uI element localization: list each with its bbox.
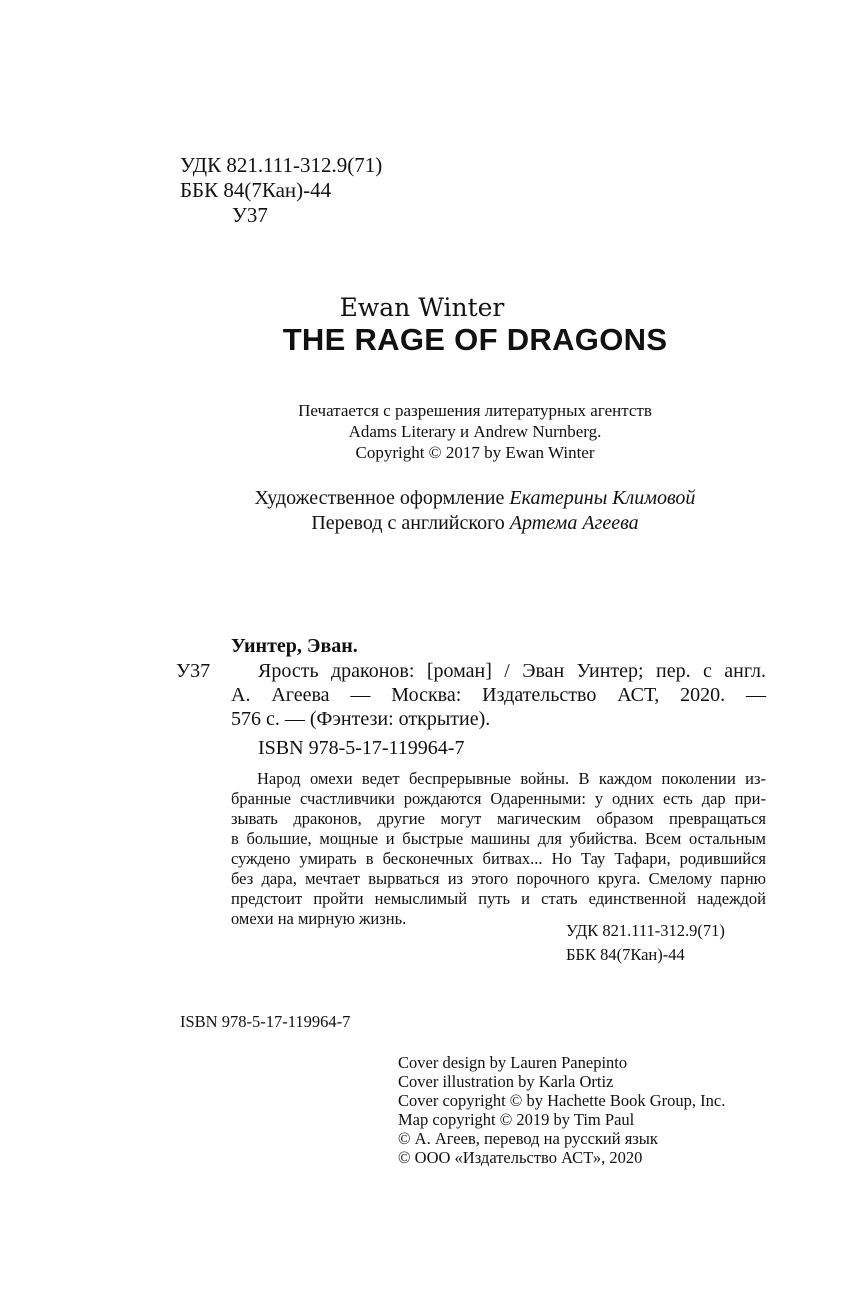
credit-design-name: Екатерины Климовой: [509, 487, 696, 509]
bibliography-line-1: Ярость драконов: [роман] / Эван Уинтер; пер. с англ.: [258, 660, 766, 682]
bibliography-isbn: ISBN 978-5-17-119964-7: [258, 737, 465, 759]
udk-code-bottom: УДК 821.111-312.9(71): [566, 921, 725, 940]
bbk-code: ББК 84(7Кан)-44: [180, 178, 332, 202]
copyright-line: Map copyright © 2019 by Tim Paul: [398, 1110, 635, 1129]
rights-line-1: Печатается с разрешения литературных агентств: [298, 401, 652, 420]
copyright-line: © А. Агеев, перевод на русский язык: [398, 1129, 658, 1148]
isbn-bottom: ISBN 978-5-17-119964-7: [180, 1012, 351, 1031]
annotation-line: без дара, мечтает вырваться из этого порочного круга. Смелому парню: [231, 869, 766, 888]
bibliography-line-2: А. Агеева — Москва: Издательство АСТ, 2020. —: [231, 684, 766, 706]
annotation-line: предстоит пройти немыслимый путь и стать единственной надеждой: [231, 889, 766, 908]
rights-notice: [0, 400, 844, 463]
original-title: THE RAGE OF DRAGONS: [282, 322, 668, 357]
credit-translation: [0, 511, 844, 536]
annotation-line: Народ омехи ведет беспрерывные войны. В каждом поколении из-: [257, 769, 766, 788]
credit-design-prefix: Художественное оформление: [254, 487, 510, 509]
credit-translation-prefix: Перевод с английского: [311, 512, 510, 534]
bibliography-heading: Уинтер, Эван.: [231, 635, 358, 657]
original-author: Ewan Winter: [339, 293, 505, 322]
author-mark: У37: [232, 203, 268, 227]
bbk-code-bottom: ББК 84(7Кан)-44: [566, 945, 685, 964]
annotation-line: бранные счастливчики рождаются Одаренными: у одних есть дар при-: [231, 789, 766, 808]
copyright-line: © ООО «Издательство АСТ», 2020: [398, 1148, 643, 1167]
bibliography-line-3: 576 с. — (Фэнтези: открытие).: [231, 708, 491, 730]
credit-translation-name: Артема Агеева: [509, 512, 639, 534]
copyright-block: [398, 1053, 725, 1167]
rights-line-2: Adams Literary и Andrew Nurnberg.: [348, 422, 602, 441]
annotation-last-line: омехи на мирную жизнь.: [231, 909, 407, 928]
rights-line-3: Copyright © 2017 by Ewan Winter: [355, 443, 595, 462]
annotation-line: зывать драконов, другие могут магическим образом превращаться: [231, 809, 766, 828]
copyright-line: Cover copyright © by Hachette Book Group, Inc.: [398, 1091, 726, 1110]
credit-design: [0, 486, 844, 511]
annotation-line: суждено умирать в бесконечных битвах... Но Тау Тафари, родившийся: [231, 849, 766, 868]
udk-code: УДК 821.111-312.9(71): [180, 153, 383, 177]
annotation: [231, 769, 766, 929]
annotation-line: в большие, мощные и быстрые машины для убийства. Всем остальным: [231, 829, 766, 848]
copyright-line: Cover design by Lauren Panepinto: [398, 1053, 628, 1072]
copyright-line: Cover illustration by Karla Ortiz: [398, 1072, 614, 1091]
bibliography-mark: У37: [176, 660, 211, 682]
